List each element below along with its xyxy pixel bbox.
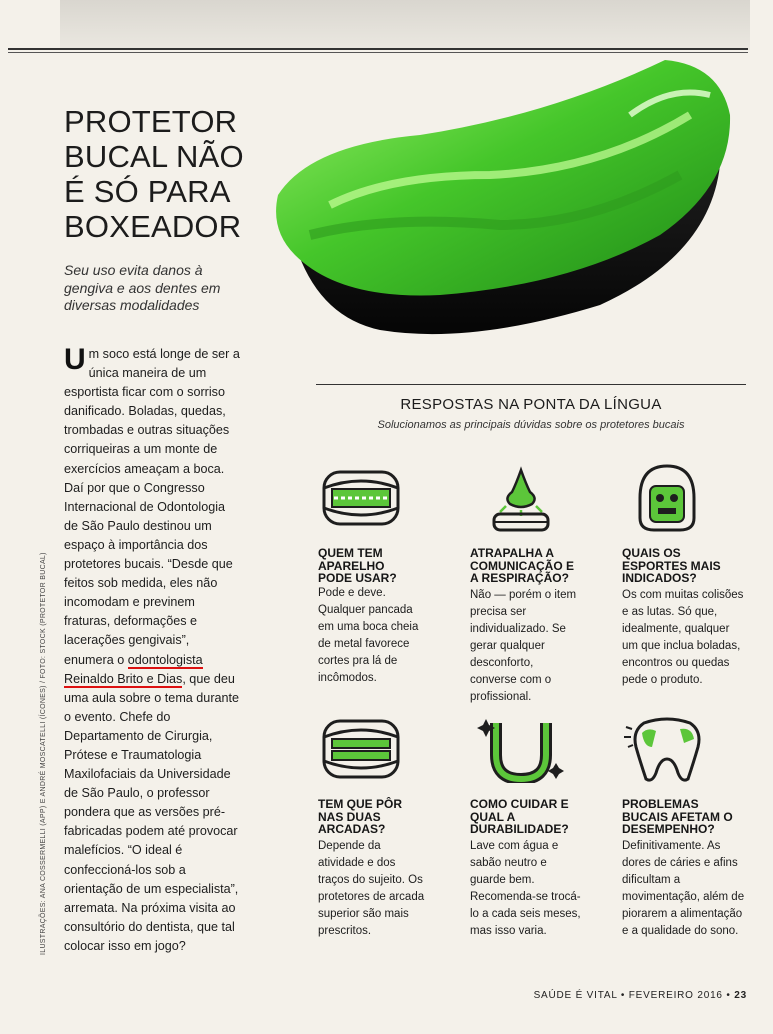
title-line: É SÓ PARA: [64, 174, 231, 209]
previous-page-bleed: [60, 0, 750, 50]
faq-answer: Depende da atividade e dos traços do sujeito. Os protetores de arcada superior são mais prescritos.: [318, 840, 425, 937]
article-subtitle: Seu uso evita danos à gengiva e aos dentes em diversas modalidades: [64, 262, 221, 313]
body-text-part: , que deu uma aula sobre o tema durante o evento. Chefe do Departamento de Cirurgia, Prótese e Traumatologia Maxilofaciais da Universidade de São Paulo, o professor pondera que as versões pré-fabricadas podem até provocar malefícios. “O ideal é confeccioná-los sob a orientação de um especialista”, arremata. Na próxima visita ao consultório do dentista, que tal colocar isso em jogo?: [64, 671, 240, 953]
highlighted-name: odontologista Reinaldo Brito e Dias: [64, 652, 203, 686]
faq-question: PROBLEMAS BUCAIS AFETAM O DESEMPENHO?: [622, 797, 733, 836]
faq-answer: Pode e deve. Qualquer pancada em uma boca cheia de metal favorece cortes pra lá de incômodos.: [318, 587, 419, 684]
faq-question: ATRAPALHA A COMUNICAÇÃO E A RESPIRAÇÃO?: [470, 546, 574, 585]
faq-section-title: RESPOSTAS NA PONTA DA LÍNGUA: [400, 396, 662, 413]
faq-answer: Não — porém o item precisa ser individualizado. Se gerar qualquer desconforto, converse com o profissional.: [470, 589, 577, 703]
arcade-guard-icon: [316, 713, 406, 783]
article-title: [64, 104, 244, 244]
page-footer: [534, 990, 747, 1001]
faq-question: COMO CUIDAR E QUAL A DURABILIDADE?: [470, 797, 569, 836]
broken-tooth-icon: [622, 713, 712, 783]
faq-answer: Os com muitas colisões e as lutas. Só que, idealmente, qualquer um que inclua boladas, encontros ou quedas pede o produto.: [622, 589, 744, 686]
title-line: BOXEADOR: [64, 209, 242, 244]
magazine-name: SAÚDE É VITAL • FEVEREIRO 2016 •: [533, 990, 731, 1001]
title-line: BUCAL NÃO: [64, 139, 244, 174]
article-body: [64, 345, 242, 956]
faq-question: QUEM TEM APARELHO PODE USAR?: [318, 546, 397, 585]
mouth-guard-icon: [316, 462, 406, 532]
faq-question: TEM QUE PÔR NAS DUAS ARCADAS?: [318, 797, 403, 836]
drop-cap: U: [64, 343, 86, 376]
faq-answer: Lave com água e sabão neutro e guarde bem. Recomenda-se trocá-lo a cada seis meses, mas isso varia.: [470, 840, 581, 937]
section-rule: [316, 384, 746, 385]
faq-answer: Definitivamente. As dores de cáries e afins dificultam a movimentação, além de piorarem a alimentação e a qualidade do sono.: [622, 840, 745, 937]
helmet-icon: [622, 462, 712, 532]
nose-breathing-icon: [476, 462, 566, 532]
faq-section-subtitle: Solucionamos as principais dúvidas sobre os protetores bucais: [377, 419, 685, 431]
faq-question: QUAIS OS ESPORTES MAIS INDICADOS?: [622, 546, 721, 585]
body-text-part: m soco está longe de ser a única maneira de um esportista ficar com o sorriso danificado. Boladas, quedas, trombadas e outras situações corriqueiras a um monte de exercícios ameaçam a boca. Daí por que o Congresso Internacional de Odontologia de São Paulo destinou um espaço à importância dos protetores bucais. “Desde que feitos sob medida, eles não incomodam e previnem fraturas, deformações e lacerações gengivais”, enumera o: [64, 347, 240, 667]
photo-credit: ILUSTRAÇÕES: ANA COSSERMELLI (APP) E ANDRÉ MOSCATELLI (ÍCONES) / FOTO: STOCK (PROTETOR BUCAL): [40, 552, 47, 955]
clean-guard-icon: [476, 713, 566, 783]
top-rule: [8, 48, 748, 50]
mouthguard-photo: [270, 55, 740, 345]
page-number: 23: [734, 990, 747, 1001]
title-line: PROTETOR: [64, 104, 238, 139]
top-rule-thin: [8, 52, 748, 53]
